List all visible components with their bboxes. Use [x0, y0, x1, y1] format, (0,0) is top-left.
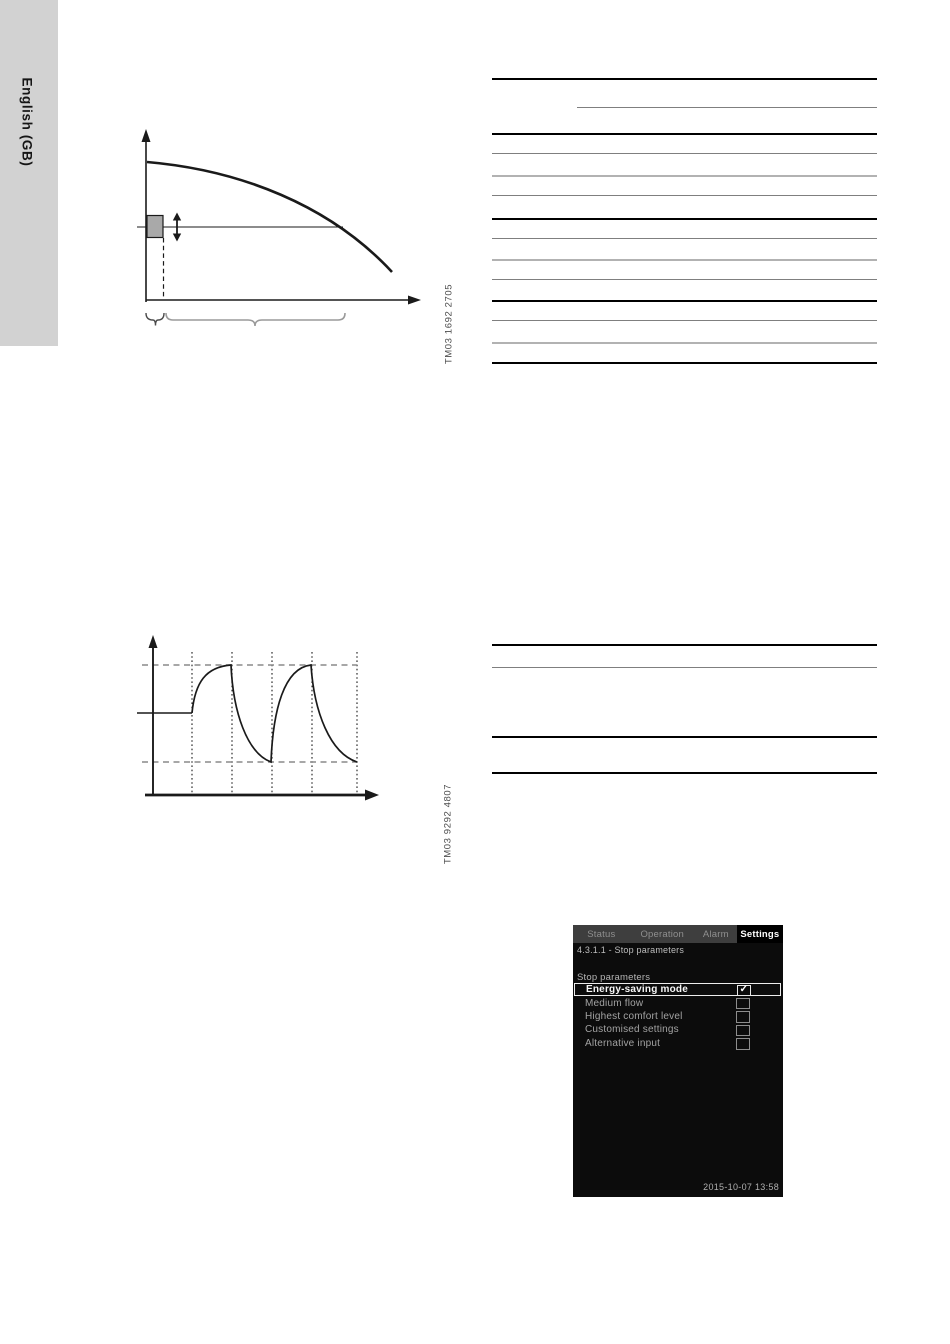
breadcrumb: 4.3.1.1 - Stop parameters: [577, 945, 685, 955]
large-brace: [166, 313, 345, 326]
tab-settings[interactable]: Settings: [737, 925, 783, 943]
display-timestamp: 2015-10-07 13:58: [703, 1182, 779, 1192]
figure2-tm-number: TM03 9292 4807: [442, 783, 454, 865]
arrow-up-icon: [173, 213, 181, 221]
arrow-down-icon: [173, 234, 181, 242]
checkbox-unchecked[interactable]: [736, 998, 750, 1010]
checkbox-unchecked[interactable]: [736, 1025, 750, 1037]
section-title: Stop parameters: [577, 972, 651, 983]
table-rule: [492, 362, 877, 364]
table-rule: [492, 279, 877, 280]
table-top-right: [492, 78, 877, 368]
figure1-tm-number: TM03 1692 2705: [443, 283, 455, 365]
table-middle-right: [492, 644, 877, 776]
table-rule: [492, 320, 877, 321]
option-label: Energy-saving mode: [586, 984, 688, 996]
option-label: Alternative input: [585, 1037, 661, 1049]
language-tab-label: English (GB): [19, 77, 35, 167]
table-rule: [492, 133, 877, 135]
option-highest-comfort-level[interactable]: [574, 1010, 781, 1023]
table-rule: [577, 107, 877, 108]
option-label: Medium flow: [585, 997, 644, 1009]
small-brace: [146, 313, 164, 326]
option-customised-settings[interactable]: [574, 1023, 781, 1036]
option-energy-saving-mode[interactable]: [574, 983, 781, 996]
table-rule: [492, 153, 877, 154]
table-rule: [492, 218, 877, 220]
x-axis-arrow-icon: [408, 296, 421, 305]
control-panel-display: [573, 925, 783, 1197]
tab-status[interactable]: Status: [573, 925, 630, 943]
checkbox-checked[interactable]: ✓: [737, 985, 751, 997]
table-rule: [492, 259, 877, 261]
table-rule: [492, 238, 877, 239]
checkbox-unchecked[interactable]: [736, 1011, 750, 1023]
options-list: [574, 983, 781, 1050]
option-medium-flow[interactable]: [574, 996, 781, 1009]
tab-operation[interactable]: Operation: [630, 925, 695, 943]
stop-band-box: [147, 216, 163, 238]
figure1-pump-curve-graph: [125, 120, 475, 340]
option-label: Customised settings: [585, 1024, 679, 1036]
table-rule: [492, 342, 877, 344]
table-rule: [492, 195, 877, 196]
x-axis-arrow-icon: [365, 790, 379, 801]
y-axis-arrow-icon: [142, 129, 151, 142]
table-rule: [492, 736, 877, 738]
display-tab-bar: [573, 925, 783, 943]
language-side-tab: [0, 0, 58, 346]
checkbox-unchecked[interactable]: [736, 1038, 750, 1050]
table-rule: [492, 772, 877, 774]
y-axis-arrow-icon: [149, 635, 158, 648]
table-rule: [492, 644, 877, 646]
option-alternative-input[interactable]: [574, 1037, 781, 1050]
table-rule: [492, 667, 877, 668]
tab-alarm[interactable]: Alarm: [695, 925, 737, 943]
table-rule: [492, 300, 877, 302]
table-rule: [492, 78, 877, 80]
option-label: Highest comfort level: [585, 1010, 683, 1022]
table-rule: [492, 175, 877, 177]
figure2-cycle-graph: [128, 628, 390, 808]
